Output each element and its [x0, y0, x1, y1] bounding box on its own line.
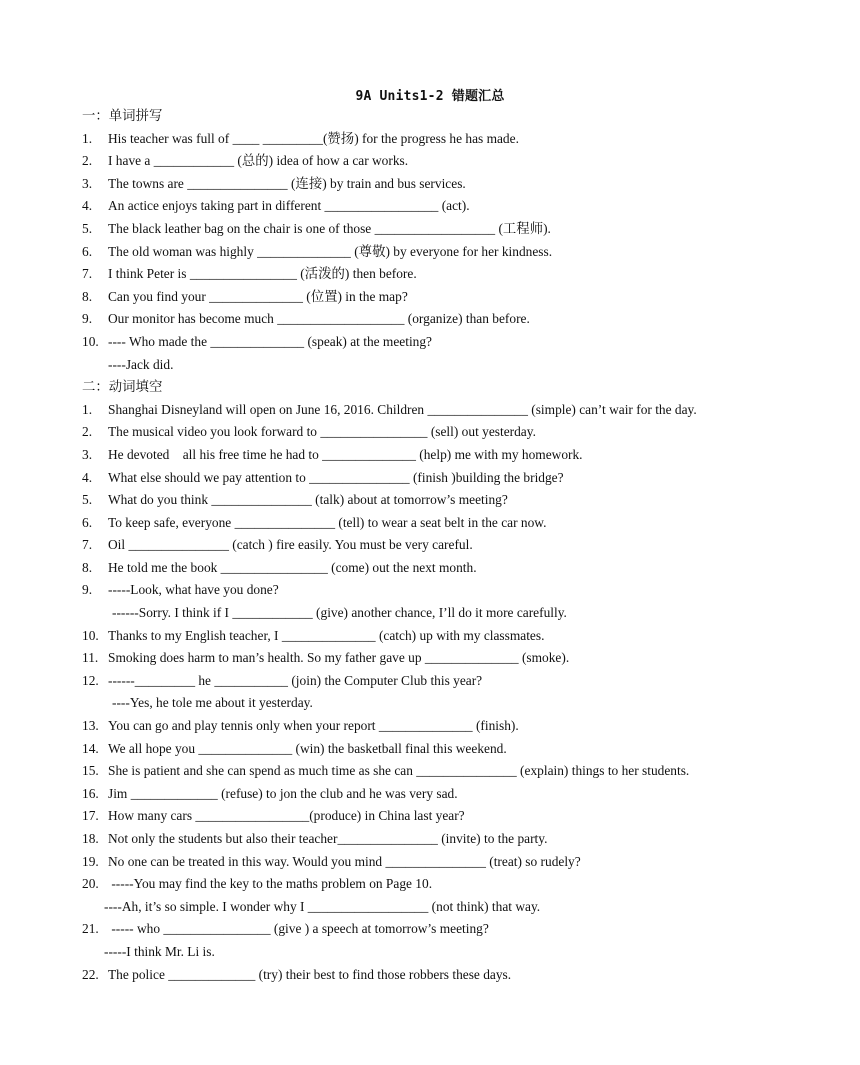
question-text: I think Peter is ________________ (活泼的) then before. [108, 266, 417, 282]
question-item [82, 150, 852, 173]
question-continuation [82, 354, 852, 377]
question-number: 12. [82, 672, 99, 688]
question-item [82, 173, 852, 196]
question-text: The old woman was highly ______________ (尊敬) by everyone for her kindness. [108, 243, 553, 259]
question-text: -----You may find the key to the maths problem on Page 10. [108, 876, 433, 892]
question-number: 10. [82, 333, 99, 349]
question-number: 11. [82, 650, 99, 666]
question-text: No one can be treated in this way. Would you mind _______________ (treat) so rudely? [108, 853, 581, 869]
question-number: 19. [82, 853, 99, 869]
question-item [82, 625, 852, 648]
question-item [82, 760, 852, 783]
question-number: 17. [82, 808, 99, 824]
question-number: 1. [82, 130, 93, 146]
question-item [82, 579, 852, 602]
question-number: 4. [82, 198, 93, 214]
question-item [82, 195, 852, 218]
section-heading: 二：动词填空 [82, 379, 163, 395]
question-number: 2. [82, 424, 93, 440]
question-text: The police _____________ (try) their best to find those robbers these days. [108, 966, 512, 982]
question-text: ----- who ________________ (give ) a speech at tomorrow’s meeting? [108, 921, 489, 937]
question-text: Oil _______________ (catch ) fire easily. You must be very careful. [108, 537, 473, 553]
question-text: What else should we pay attention to _______________ (finish )building the bridge? [108, 469, 564, 485]
question-number: 15. [82, 763, 99, 779]
question-number: 5. [82, 220, 93, 236]
question-number: 7. [82, 537, 93, 553]
question-item [82, 715, 852, 738]
question-number: 2. [82, 153, 93, 169]
question-continuation [82, 692, 852, 715]
question-text: -----I think Mr. Li is. [104, 943, 215, 959]
question-number: 8. [82, 559, 93, 575]
question-item [82, 534, 852, 557]
question-number: 16. [82, 785, 99, 801]
question-number: 3. [82, 175, 93, 191]
question-number: 20. [82, 876, 99, 892]
question-item [82, 918, 852, 941]
question-number: 4. [82, 469, 93, 485]
question-item [82, 308, 852, 331]
question-item [82, 489, 852, 512]
question-number: 3. [82, 446, 93, 462]
question-item [82, 421, 852, 444]
question-number: 7. [82, 266, 93, 282]
question-item [82, 851, 852, 874]
question-item [82, 218, 852, 241]
question-text: The towns are _______________ (连接) by train and bus services. [108, 175, 466, 191]
question-number: 18. [82, 831, 99, 846]
question-text: Thanks to my English teacher, I ______________ (catch) up with my classmates. [108, 627, 545, 643]
question-text: Can you find your ______________ (位置) in the map? [108, 288, 408, 304]
question-text: ---- Who made the ______________ (speak) at the meeting? [108, 333, 433, 349]
question-item [82, 783, 852, 806]
question-item [82, 828, 852, 851]
question-item [82, 444, 852, 467]
question-number: 22. [82, 966, 99, 982]
question-number: 6. [82, 514, 93, 530]
question-text: An actice enjoys taking part in different _________________ (act). [108, 198, 470, 214]
question-text: He told me the book ________________ (come) out the next month. [108, 559, 477, 575]
question-item [82, 399, 852, 422]
section-heading: 一：单词拼写 [82, 108, 163, 123]
question-text: ------Sorry. I think if I ____________ (give) another chance, I’ll do it more carefully. [112, 605, 567, 621]
question-text: -----Look, what have you done? [108, 582, 279, 598]
question-number: 6. [82, 243, 93, 259]
question-item [82, 738, 852, 761]
question-number: 10. [82, 627, 99, 643]
question-item [82, 331, 852, 354]
question-text: You can go and play tennis only when your report ______________ (finish). [108, 718, 519, 734]
question-continuation [82, 602, 852, 625]
question-item [82, 670, 852, 693]
question-text: ------_________ he ___________ (join) the Computer Club this year? [108, 672, 483, 688]
question-text: How many cars _________________(produce) in China last year? [108, 808, 465, 824]
question-text: ----Ah, it’s so simple. I wonder why I __________________ (not think) that way. [104, 898, 541, 914]
question-text: To keep safe, everyone _______________ (tell) to wear a seat belt in the car now. [108, 514, 547, 530]
question-text: He devoted all his free time he had to ______________ (help) me with my homework. [108, 446, 583, 462]
question-text: I have a ____________ (总的) idea of how a car works. [108, 153, 409, 169]
question-text: We all hope you ______________ (win) the basketball final this weekend. [108, 740, 507, 756]
question-number: 8. [82, 288, 93, 304]
question-text: His teacher was full of ____ _________(赞扬) for the progress he has made. [108, 130, 519, 146]
question-text: The musical video you look forward to ________________ (sell) out yesterday. [108, 424, 536, 440]
question-continuation [82, 941, 852, 964]
question-text: Our monitor has become much ___________________ (organize) than before. [108, 311, 530, 327]
question-text: ----Yes, he tole me about it yesterday. [112, 695, 313, 711]
document-title: 9A Units1-2 错题汇总 [355, 89, 505, 104]
question-item [82, 512, 852, 535]
question-item [82, 873, 852, 896]
question-item [82, 128, 852, 151]
question-item [82, 286, 852, 309]
question-item [82, 647, 852, 670]
question-item [82, 964, 852, 987]
question-number: 1. [82, 401, 93, 417]
question-number: 9. [82, 582, 93, 598]
question-number: 13. [82, 718, 99, 734]
question-text: The black leather bag on the chair is one of those __________________ (工程师). [108, 220, 551, 236]
question-number: 14. [82, 740, 99, 756]
question-text: ----Jack did. [108, 356, 174, 372]
question-text: Smoking does harm to man’s health. So my father gave up ______________ (smoke). [108, 650, 570, 666]
question-text: What do you think _______________ (talk) about at tomorrow’s meeting? [108, 492, 508, 508]
question-number: 21. [82, 921, 99, 937]
question-item [82, 557, 852, 580]
question-text: Shanghai Disneyland will open on June 16, 2016. Children _______________ (simple) can’t wair for the day. [108, 401, 697, 417]
question-text: Not only the students but also their teacher_______________ (invite) to the party. [108, 831, 548, 846]
question-item [82, 241, 852, 264]
question-text: She is patient and she can spend as much time as she can _______________ (explain) things to her students. [108, 763, 690, 779]
question-number: 9. [82, 311, 93, 327]
question-item [82, 263, 852, 286]
question-continuation [82, 896, 852, 919]
document-body [82, 105, 852, 986]
question-text: Jim _____________ (refuse) to jon the club and he was very sad. [108, 785, 458, 801]
question-item [82, 467, 852, 490]
question-number: 5. [82, 492, 93, 508]
question-item [82, 805, 852, 828]
